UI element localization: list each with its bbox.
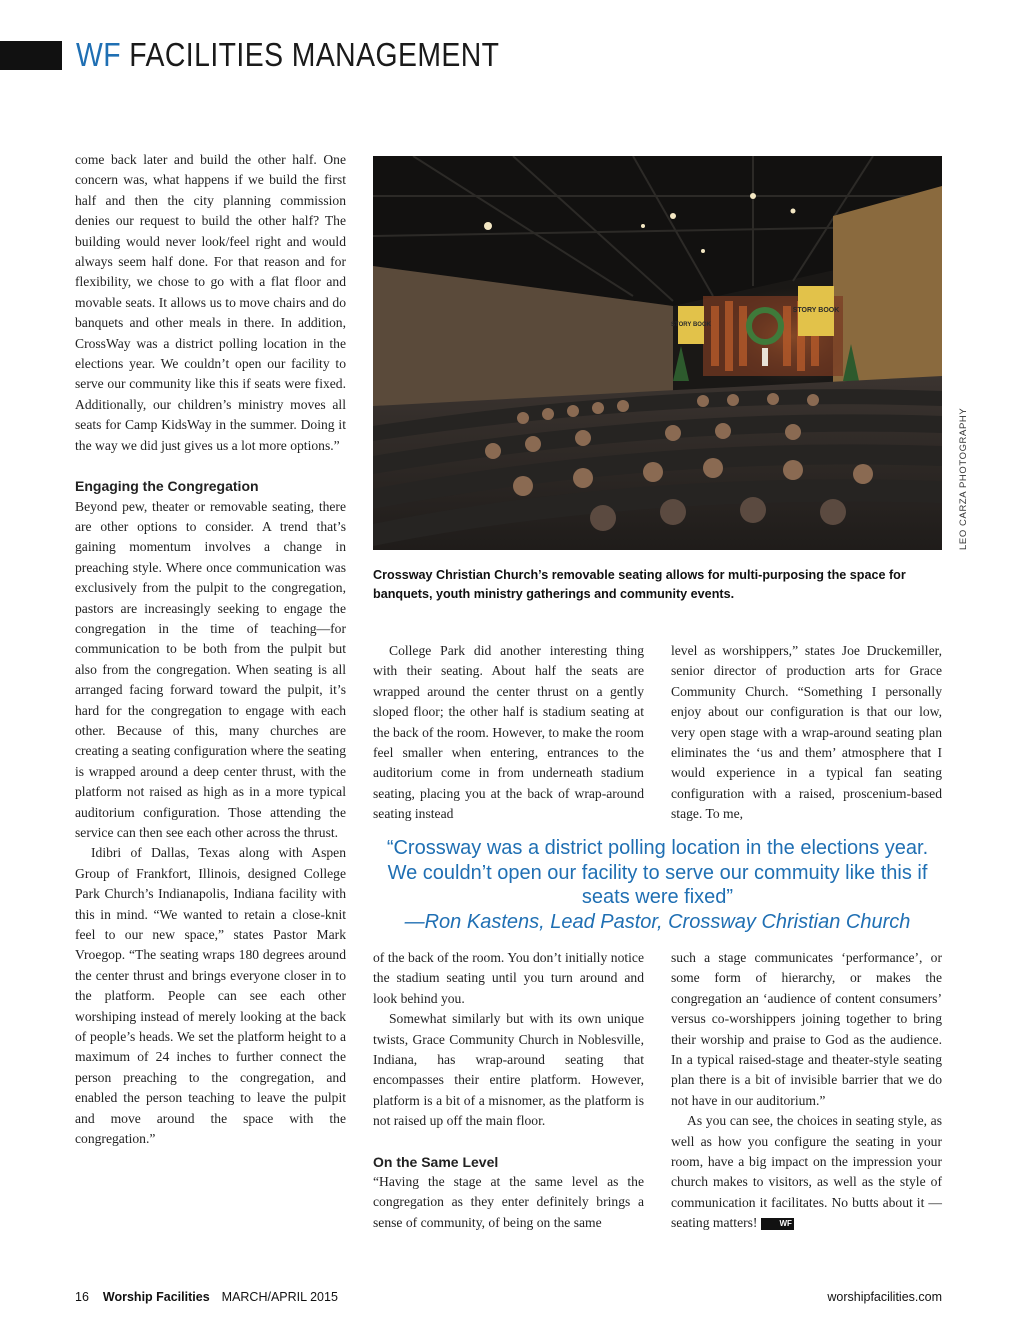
end-mark-icon: WF xyxy=(761,1218,793,1230)
footer xyxy=(75,1290,338,1304)
column-left xyxy=(75,150,346,1150)
screen-right-text: STORY BOOK xyxy=(792,307,840,314)
speaker-figure xyxy=(762,348,768,366)
photo-caption: Crossway Christian Church’s removable seating allows for multi-purposing the space for banquets, youth ministry gatherings and community events. xyxy=(373,568,906,601)
right-paragraph-3-text: As you can see, the choices in seating style, as well as how you configure the seating in your room, have a big impact on the impression your church makes to visitors, as well as the style of communication it facilitates. No butts about it — seating matters! xyxy=(671,1113,942,1231)
header-section: FACILITIES MANAGEMENT xyxy=(129,36,500,73)
middle-paragraph-1: College Park did another interesting thing with their seating. About half the seats are wrapped around the center thrust on a gently sloped floor; the other half is stadium seating at the back of the room. However, to make the room feel smaller when entering, entrances to the auditorium come in from underneath stadium seating, placing you at the back of wrap-around seating instead xyxy=(373,643,644,822)
header-wf: WF xyxy=(76,36,121,73)
column-right-bottom xyxy=(671,948,942,1234)
issue-date: MARCH/APRIL 2015 xyxy=(221,1290,338,1304)
photo-credit: LEO CARZA PHOTOGRAPHY xyxy=(958,407,969,550)
right-paragraph-3 xyxy=(671,1111,942,1233)
header-bar xyxy=(0,41,62,70)
middle-paragraph-3: Somewhat similarly but with its own unique twists, Grace Community Church in Noblesville, Indiana, has wrap-around seating that encompasses their entire platform. However, platform is a bit of a misnomer, as the platform is not raised up off the main floor. xyxy=(373,1011,644,1129)
pull-quote-attribution: —Ron Kastens, Lead Pastor, Crossway Christian Church xyxy=(404,910,911,933)
church-auditorium-photo xyxy=(373,156,942,550)
middle-paragraph-2: of the back of the room. You don’t initially notice the stadium seating until you turn around and look behind you. xyxy=(373,950,644,1006)
pull-quote-text: “Crossway was a district polling location in the elections year. We couldn’t open our facility to serve our commuity like this if seats were fixed” xyxy=(386,837,929,908)
magazine-name: Worship Facilities xyxy=(102,1290,210,1304)
right-paragraph-2: such a stage communicates ‘performance’, or some form of hierarchy, or makes the congregation an ‘audience of content consumers’ versus co-worshippers joining together to bring their worship and praise to God as the audience. In a typical raised-stage and theater-style seating plan there is a bit of invisible barrier that we do not have in our auditorium.” xyxy=(671,950,942,1108)
screen-left-text: STORY BOOK xyxy=(671,322,711,328)
left-paragraph-3: Idibri of Dallas, Texas along with Aspen Group of Frankfort, Illinois, designed College Park Church’s Indianapolis, Indiana facility with this in mind. “We wanted to retain a close-knit feel to our new space,” states Pastor Mark Vroegop. “The seating wraps 180 degrees around the center thrust and brings everyone closer in to the platform. People can see each other worshiping instead of merely looking at the back of people’s heads. We set the platform height to a maximum of 24 inches to further connect the person preaching to the congregation, and enabled the person teaching to leave the pulpit and move around the space with the congregation.” xyxy=(75,845,346,1147)
right-paragraph-1: level as worshippers,” states Joe Druckemiller, senior director of production arts for Grace Community Church. “Something I personally enjoy about our configuration is that our low, very open stage with a wrap-around seating plan eliminates the ‘us and them’ atmosphere that I would experience in a typical fan seating configuration with a raised, proscenium-based stage. To me, xyxy=(671,643,942,822)
website-url: worshipfacilities.com xyxy=(827,1290,942,1304)
auditorium-illustration xyxy=(373,156,942,550)
page-number: 16 xyxy=(75,1290,89,1304)
section-header xyxy=(76,36,499,74)
middle-paragraph-4: “Having the stage at the same level as the congregation as they enter definitely brings a sense of community, of being on the same xyxy=(373,1174,644,1230)
column-middle-bottom xyxy=(373,948,644,1233)
heading-engaging-congregation: Engaging the Congregation xyxy=(75,478,259,495)
left-paragraph-1: come back later and build the other half. One concern was, what happens if we build the first half and then the city planning commission denies our request to build the other half? The building would never look/feel right and would always seem half done. For that reason and for flexibility, we chose to go with a flat floor and movable seats. It allows us to move chairs and do banquets and other meals in there. In addition, CrossWay was a district polling location in the elections year. We couldn’t open our facility to serve our community like this if seats were fixed. Additionally, our children’s ministry moves all seats for Camp KidsWay in the summer. Doing it the way we did just gives us a lot more options.” xyxy=(75,152,346,453)
left-paragraph-2: Beyond pew, theater or removable seating, there are other options to consider. A trend that’s gaining momentum involves a change in preaching style. Where once communication was exclusively from the pulpit to the congregation, pastors are increasingly seeking to engage the congregation in the time of teaching—for communication to be both from the pulpit but also from the congregation. When seating is all arranged facing forward toward the pulpit, it’s hard for the congregation to engage with each other. Because of this, many churches are creating a seating configuration where the seating is wrapped around a deep center thrust, with the platform not raised as high as in a more typical auditorium configuration. Those attending the service can then see each other across the thrust. xyxy=(75,498,346,840)
column-middle-top xyxy=(373,641,644,825)
heading-same-level: On the Same Level xyxy=(373,1153,499,1170)
pull-quote xyxy=(373,836,942,934)
column-right-top xyxy=(671,641,942,825)
